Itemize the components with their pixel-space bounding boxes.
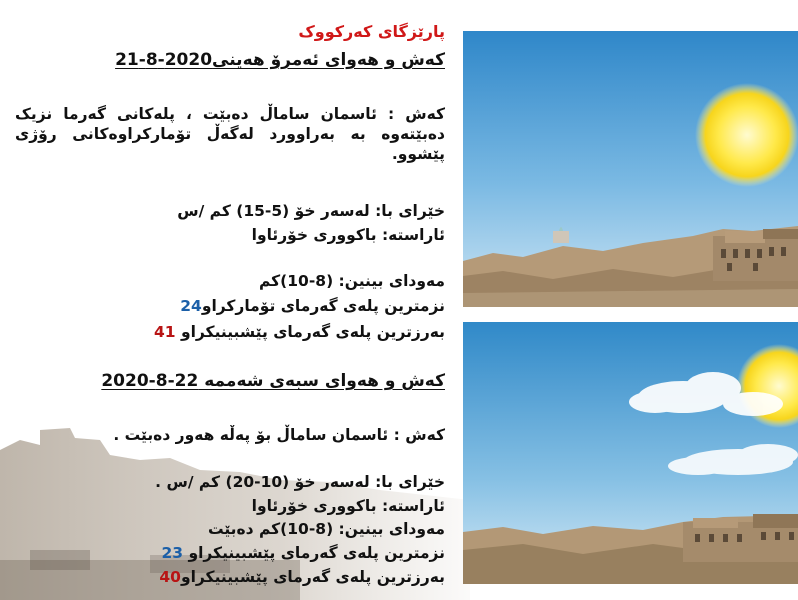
day1-min-temp [180,296,445,316]
day2-min-temp-label: نزمترین پلەی گەرمای پێشبینیکراو [188,544,445,562]
day2-wind-speed: خێرای با: لەسەر خۆ (10-20) کم /س . [155,473,445,491]
day1-max-temp-label: بەرزترین پلەی گەرمای پێشبینیکراو [180,323,445,341]
sun-icon [695,83,798,187]
day2-heading: کەش و هەوای سبەی شەممە 22-8-2020 [101,371,445,391]
day2-weather-description: کەش : ئاسمان ساماڵ بۆ پەڵە هەور دەبێت . [113,426,445,444]
day2-max-temp-label: بەرزترین پلەی گەرمای پێشبینیکراو [180,568,445,586]
day1-weather-description: کەش : ئاسمان ساماڵ دەبێت ، پلەکانی گەرما نزیک دەبێتەوە بە بەراوورد لەگەڵ تۆمارکراوەکانی رۆژی پێشوو. [15,105,445,163]
day2-visibility: مەودای بینین: (8-10)کم دەبێت [207,520,445,538]
province-title: پارێزگای کەرکووک [298,22,445,41]
day1-min-temp-value: 24 [180,297,202,315]
day1-max-temp [154,322,445,342]
day1-visibility: مەودای بینین: (8-10)کم [258,272,445,290]
day2-min-temp [161,543,445,563]
day1-max-temp-value: 41 [153,323,176,341]
day2-min-temp-value: 23 [161,544,184,562]
day2-max-temp [159,567,445,587]
day1-heading: کەش و هەوای ئەمرۆ هەینی2020-8-21 [115,50,445,70]
day1-wind-direction: ئاراستە: باکووری خۆرئاوا [251,226,445,244]
day2-max-temp-value: 40 [159,568,181,586]
photo-citadel-sunny-1 [463,31,798,307]
day1-min-temp-label: نزمترین پلەی گەرمای تۆمارکراو [201,297,445,315]
day2-wind-direction: ئاراستە: باکووری خۆرئاوا [251,497,445,515]
day1-wind-speed: خێرای با: لەسەر خۆ (5-15) کم /س [177,202,445,220]
photo-citadel-sunny-2 [463,322,798,584]
